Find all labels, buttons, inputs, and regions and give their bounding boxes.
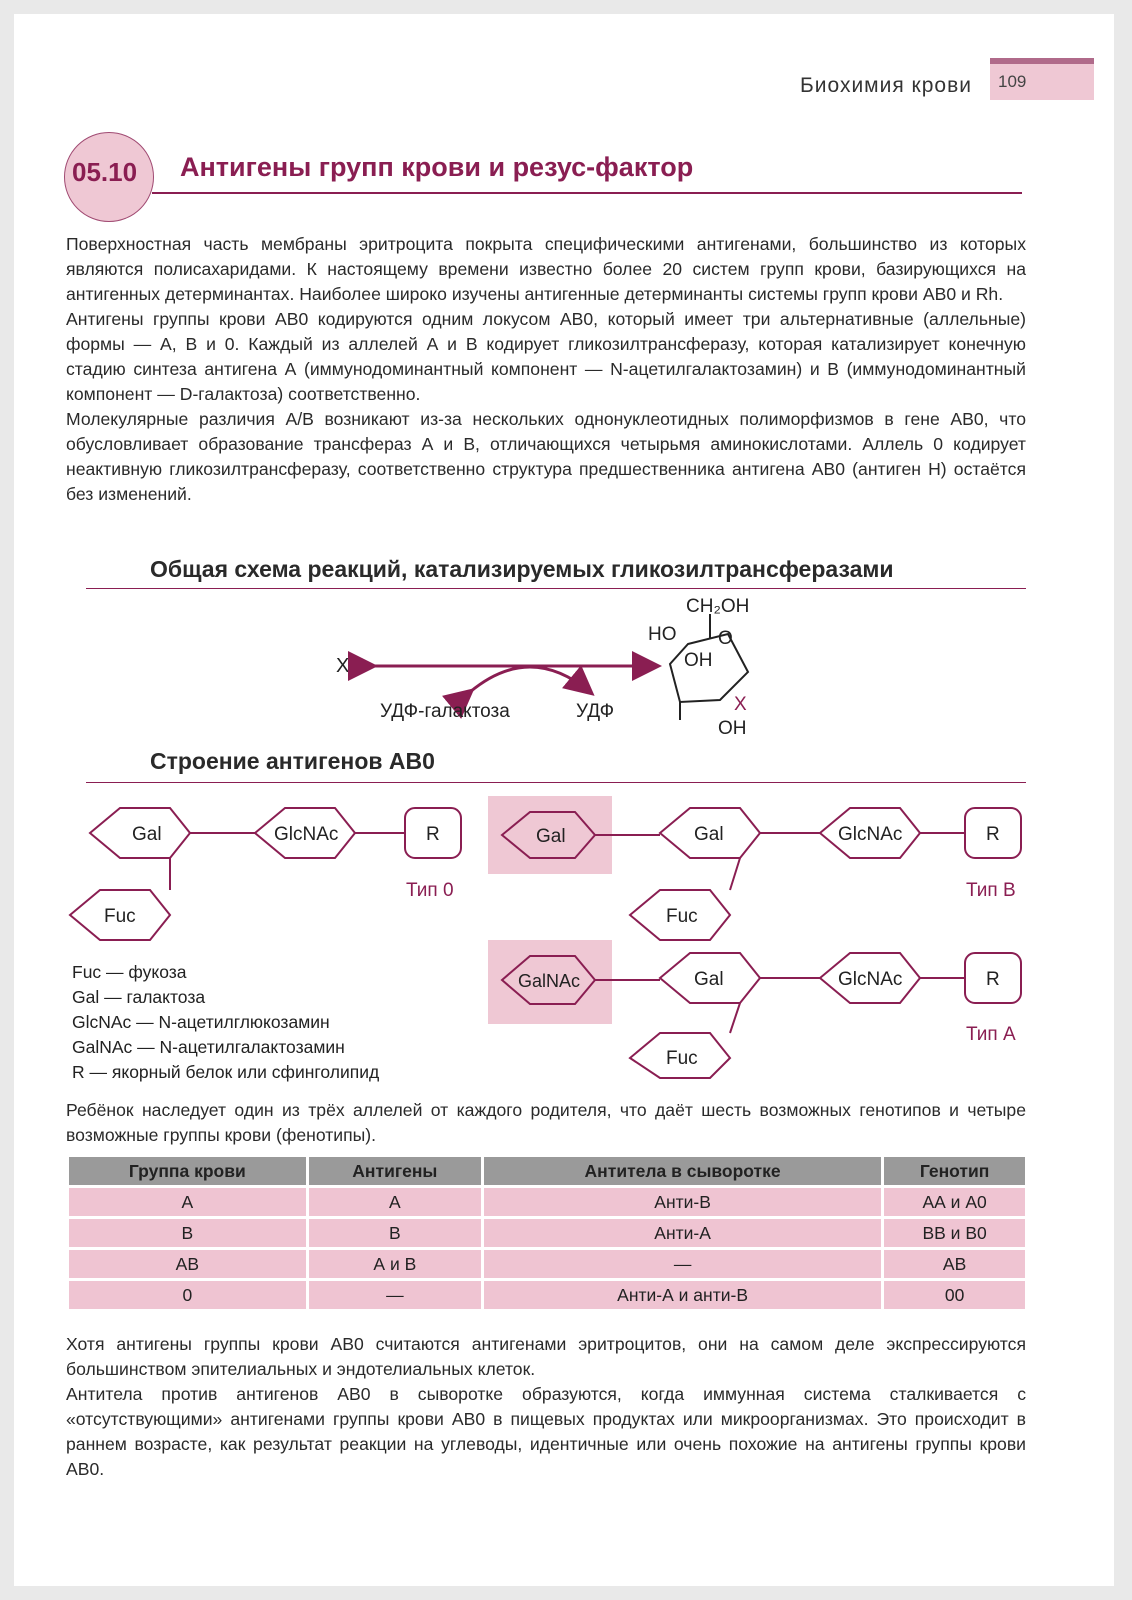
galnac-label-typeA: GalNAc xyxy=(518,971,581,991)
donor-label: УДФ-галактоза xyxy=(380,701,510,722)
table-row xyxy=(69,1250,1025,1278)
fuc-label-type0: Fuc xyxy=(104,906,136,927)
intro-text xyxy=(66,232,1026,507)
substrate-label: XH xyxy=(336,655,364,677)
inheritance-text: Ребёнок наследует один из трёх аллелей от каждого родителя, что даёт шесть возможных генотипов и четыре возможные группы крови (фенотипы). xyxy=(66,1100,1026,1145)
ch2oh-label: CH₂OH xyxy=(686,596,750,617)
legend-item-gal: Gal — галактоза xyxy=(72,987,206,1007)
r-label-typeB: R xyxy=(986,824,1000,845)
leaving-label: УДФ xyxy=(576,701,615,722)
table-cell: Анти-А xyxy=(484,1219,881,1247)
table-cell: В xyxy=(309,1219,481,1247)
gal-label-type0: Gal xyxy=(132,824,162,845)
structure-heading: Строение антигенов АВ0 xyxy=(150,748,435,774)
table-cell: 00 xyxy=(884,1281,1025,1309)
structure-heading-rule xyxy=(86,782,1026,783)
glcnac-label-typeA: GlcNAc xyxy=(838,969,903,990)
legend-item-fuc: Fuc — фукоза xyxy=(72,962,187,982)
table-header-cell: Антитела в сыворотке xyxy=(484,1157,881,1185)
running-header-title: Биохимия крови xyxy=(800,74,972,97)
section-title-underline xyxy=(152,192,1022,194)
closing-paragraph-2: Антитела против антигенов АВ0 в сыворотке образуются, когда иммунная система сталкивается с «отсутствующими» антигенами группы крови АВ0 в пищевых продуктах или микроорганизмах. Это происходит в раннем возрасте, как результат реакции на углеводы, идентичные или очень похожие на антигены группы крови АВ0. xyxy=(66,1384,1026,1479)
gal-terminal-label-typeB: Gal xyxy=(536,826,566,847)
table-cell: — xyxy=(484,1250,881,1278)
table-cell: А xyxy=(69,1188,306,1216)
blood-group-table xyxy=(66,1154,1028,1312)
reaction-heading-rule xyxy=(86,588,1026,589)
closing-paragraph-1: Хотя антигены группы крови АВ0 считаются антигенами эритроцитов, они на самом деле экспрессируются большинством эпителиальных и эндотелиальных клеток. xyxy=(66,1334,1026,1379)
legend-item-galnac: GalNAc — N-ацетилгалактозамин xyxy=(72,1037,345,1057)
r-label-type0: R xyxy=(426,824,440,845)
legend-item-r: R — якорный белок или сфинголипид xyxy=(72,1062,380,1082)
table-cell: АА и А0 xyxy=(884,1188,1025,1216)
page-tab-strip xyxy=(990,58,1094,64)
cofactor-arrow xyxy=(470,667,590,692)
section-title: Антигены групп крови и резус-фактор xyxy=(180,152,694,182)
reaction-scheme-heading: Общая схема реакций, катализируемых гликозилтрансферазами xyxy=(150,556,894,582)
intro-paragraph-1: Поверхностная часть мембраны эритроцита покрыта специфическими антигенами, большинство из которых являются полисахаридами. К настоящему времени известно более 20 систем групп крови, базирующихся на антигенных детерминантах. Наиболее широко изучены антигенные детерминанты системы групп крови АВ0 и Rh. xyxy=(66,234,1026,304)
table-cell: А и В xyxy=(309,1250,481,1278)
abbreviation-legend xyxy=(72,960,379,1085)
glcnac-label-typeB: GlcNAc xyxy=(838,824,903,845)
section-number: 05.10 xyxy=(72,157,138,187)
fuc-label-typeB: Fuc xyxy=(666,906,698,927)
legend-item-glcnac: GlcNAc — N-ацетилглюкозамин xyxy=(72,1012,330,1032)
fuc-label-typeA: Fuc xyxy=(666,1048,698,1069)
table-cell: Анти-В xyxy=(484,1188,881,1216)
oh-bottom-label: OH xyxy=(718,718,747,739)
table-cell: АВ xyxy=(69,1250,306,1278)
table-cell: Анти-А и анти-В xyxy=(484,1281,881,1309)
table-header-row xyxy=(69,1157,1025,1185)
reaction-scheme-diagram xyxy=(300,592,780,742)
table-cell: — xyxy=(309,1281,481,1309)
glcnac-label-type0: GlcNAc xyxy=(274,824,339,845)
table-row xyxy=(69,1219,1025,1247)
r-label-typeA: R xyxy=(986,969,1000,990)
intro-paragraph-3: Молекулярные различия А/В возникают из-за нескольких однонуклеотидных полиморфизмов в гене АВ0, что обусловливает образование трансфераз А и В, отличающихся четырьмя аминокислотами. Аллель 0 кодирует неактивную гликозилтрансферазу, соответственно структура предшественника антигена АВ0 (антиген Н) остаётся без изменений. xyxy=(66,409,1026,504)
table-cell: АВ xyxy=(884,1250,1025,1278)
ring-oxygen-label: O xyxy=(718,628,733,649)
table-cell: В xyxy=(69,1219,306,1247)
typeB-label: Тип В xyxy=(966,880,1016,901)
table-header-cell: Антигены xyxy=(309,1157,481,1185)
page-number: 109 xyxy=(998,72,1027,91)
table-cell: 0 xyxy=(69,1281,306,1309)
gal-label-typeA: Gal xyxy=(694,969,724,990)
gal-label-typeB: Gal xyxy=(694,824,724,845)
table-row xyxy=(69,1188,1025,1216)
table-header-cell: Группа крови xyxy=(69,1157,306,1185)
closing-text xyxy=(66,1332,1026,1482)
typeA-label: Тип А xyxy=(966,1024,1016,1045)
ho-label: HO xyxy=(648,624,677,645)
table-cell: ВВ и В0 xyxy=(884,1219,1025,1247)
table-row xyxy=(69,1281,1025,1309)
table-cell: А xyxy=(309,1188,481,1216)
intro-paragraph-2: Антигены группы крови АВ0 кодируются одним локусом АВ0, который имеет три альтернативные (аллельные) формы — А, В и 0. Каждый из аллелей А и В кодирует гликозилтрансферазу, которая катализирует конечную стадию синтеза антигена А (иммунодоминантный компонент — N-ацетилгалактозамин) и В (иммунодоминантный компонент — D-галактоза) соответственно. xyxy=(66,309,1026,404)
table-header-cell: Генотип xyxy=(884,1157,1025,1185)
oh-label: OH xyxy=(684,650,713,671)
type0-label: Тип 0 xyxy=(406,880,454,901)
x-label: X xyxy=(734,694,747,715)
